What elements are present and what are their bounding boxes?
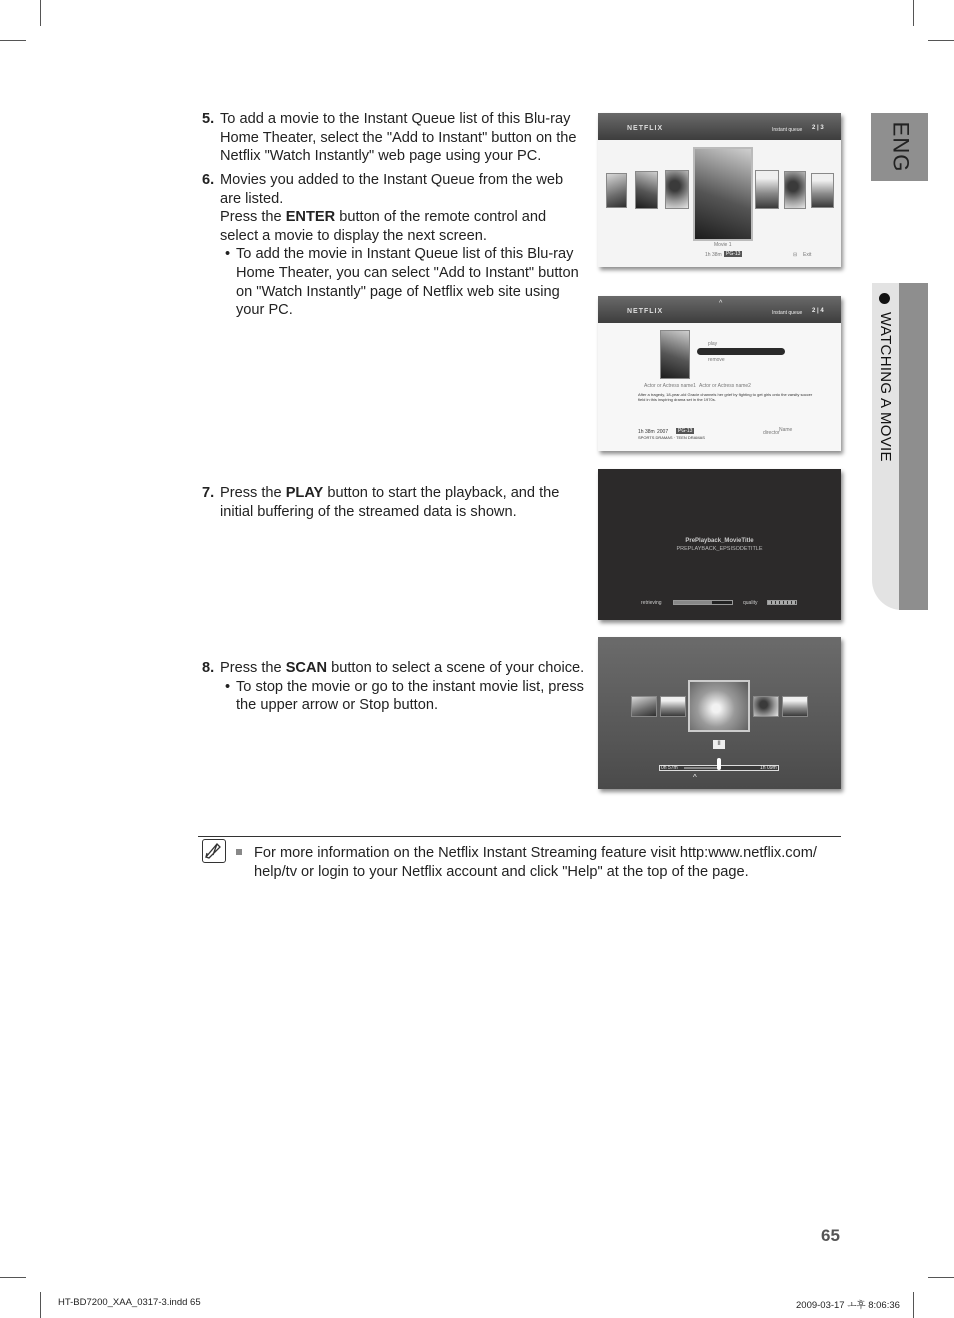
movie-description: After a tragedy, 18-year-old Gracie channels her grief by fighting to get girls onto the varsity soccer field in this inspiring drama set in the 1970s. [638,392,813,402]
page-indicator: 2 | 3 [812,125,824,131]
language-tab-label-box [872,120,928,174]
timeline-marker[interactable] [717,758,721,770]
quality-label: quality [743,600,758,606]
exit-hint[interactable]: Exit [803,252,812,258]
step-5 [202,110,587,166]
rating-badge: PG-13 [726,251,741,257]
exit-key-icon: ⊟ [793,252,798,258]
scene-thumbnail[interactable] [753,696,779,717]
retrieving-label: retrieving [641,600,662,606]
movie-thumbnail[interactable] [811,173,834,208]
crop-mark [40,1292,41,1318]
step-number: 5. [202,111,215,127]
buffering-title: PrePlayback_MovieTitle [685,538,754,544]
step-6 [202,171,587,320]
director-label: director [763,430,780,436]
section-tab-edge [899,283,928,610]
page-indicator: 2 | 4 [812,308,824,314]
step-text-pre: Press the [220,660,286,676]
step-text-post: button to select a scene of your choice. [327,660,585,676]
note-icon [202,839,226,863]
note-bullet-icon [236,849,242,855]
start-time: 0h 57m [661,765,678,771]
instant-queue-label: Instant queue [772,127,803,133]
buffering-screenshot [598,469,841,620]
up-arrow-icon: ^ [719,300,723,307]
pause-icon[interactable]: II [713,740,725,749]
scene-thumbnail[interactable] [631,696,657,717]
instant-queue-screenshot [598,113,841,267]
section-bullet-icon [879,293,890,304]
step-8 [202,659,587,715]
step-text-pre: Press the [220,209,286,226]
section-label-box [878,312,894,472]
retrieving-progress-bar [673,600,733,605]
step-text-post: button to start the playback, and the initial buffering of the streamed data is shown. [220,485,560,520]
step-text [220,171,587,245]
end-time: 1h 09m [760,765,777,771]
step-text [220,484,587,521]
step-number: 6. [202,172,215,188]
option-slider[interactable] [697,348,785,355]
up-arrow-icon: ^ [693,773,697,782]
movie-duration: 1h 38m [638,429,655,435]
step-text: To add a movie to the Instant Queue list of this Blu-ray Home Theater, select the "Add to Instant" button on the Netflix "Watch Instantly" web page using your PC. [220,111,577,165]
movie-thumbnail[interactable] [635,171,658,209]
movie-thumbnail[interactable] [784,171,806,209]
selected-movie-poster[interactable] [693,147,753,241]
step-number: 8. [202,660,215,676]
remove-option[interactable]: remove [708,357,725,363]
note-divider [198,836,841,837]
footer-date: 2009-03-17 ㅗ후 8:06:36 [796,1300,900,1311]
buffering-subtitle: PREPLAYBACK_EPSISODETITLE [676,546,763,552]
step-7 [202,484,587,521]
step-bullet: • To stop the movie or go to the instant movie list, press the upper arrow or Stop button. [236,678,587,715]
rating-badge: PG-13 [678,428,693,434]
crop-mark [0,1277,26,1278]
step-text [220,659,587,678]
enter-key-label: ENTER [285,209,336,226]
scene-thumbnail[interactable] [660,696,686,717]
netflix-logo: NETFLIX [627,125,664,132]
crop-mark [0,40,26,41]
crop-mark [928,40,954,41]
scan-screenshot [598,637,841,789]
quality-indicator [767,600,797,605]
movie-thumbnail[interactable] [665,170,689,209]
movie-thumbnail[interactable] [755,170,779,209]
crop-mark [913,0,914,26]
movie-detail-screenshot [598,296,841,451]
step-number: 7. [202,485,215,501]
movie-duration: 1h 38m [705,252,722,258]
current-scene[interactable] [688,680,750,732]
footer-filename: HT-BD7200_XAA_0317-3.indd 65 [58,1297,201,1308]
netflix-logo: NETFLIX [627,308,664,315]
play-key-label: PLAY [285,485,324,501]
scene-thumbnail[interactable] [782,696,808,717]
director-name: Name [779,427,793,433]
note-text: For more information on the Netflix Instant Streaming feature visit http:www.netflix.com/ help/tv or login to your Netflix account and click "Help" at the top of the page. [254,845,817,880]
crop-mark [40,0,41,26]
movie-genre: SPORTS DRAMAS · TEEN DRAMAS [638,435,705,440]
crop-mark [928,1277,954,1278]
step-text-line: Movies you added to the Instant Queue from the web are listed. [220,172,564,207]
instant-queue-label: Instant queue [772,310,803,316]
actor-name: Actor or Actress name2 [699,383,751,389]
actor-name: Actor or Actress name1 [644,383,696,389]
page-number: 65 [821,1226,840,1245]
language-tab-label: ENG [888,121,913,173]
crop-mark [913,1292,914,1318]
timeline-fill [684,767,718,769]
movie-poster [660,330,690,379]
retrieving-progress-fill [674,601,712,604]
step-bullet: • To add the movie in Instant Queue list of this Blu-ray Home Theater, you can select "Add to Instant" button on "Watch Instantly" page of Netflix web site using your PC. [236,245,587,319]
step-text-pre: Press the [220,485,286,501]
step-text-post: button of the remote control and select a movie to display the next screen. [220,209,547,244]
movie-title: Movie 1 [714,242,732,248]
scan-key-label: SCAN [285,660,328,676]
movie-year: 2007 [657,429,669,435]
play-option[interactable]: play [708,341,718,347]
section-label: WATCHING A MOVIE [877,312,894,462]
movie-thumbnail[interactable] [606,173,627,208]
